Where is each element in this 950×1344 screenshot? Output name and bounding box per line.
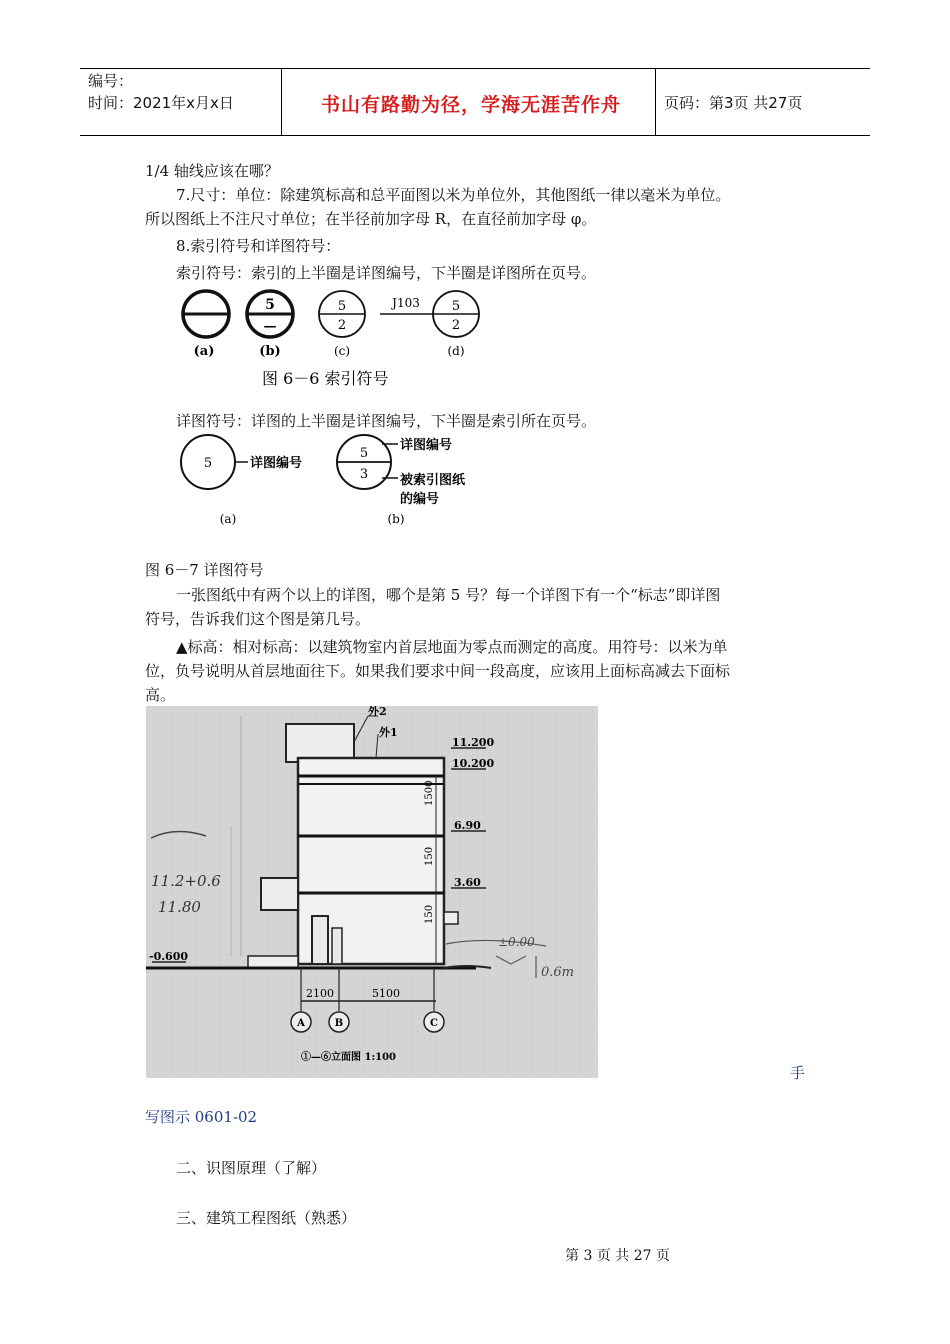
detail-b-note1: 详图编号 — [400, 438, 453, 453]
elev-hand-4: 0.6m — [541, 965, 575, 980]
para-size-2: 所以图纸上不注尺寸单位；在半径前加字母 R，在直径前加字母 φ。 — [145, 210, 597, 228]
elev-axis-a: A — [297, 1018, 305, 1029]
figure-6-6-index-symbols — [170, 282, 490, 392]
label-a: (a) — [193, 344, 215, 359]
section-heading-2: 二、识图原理（了解） — [176, 1159, 327, 1177]
elev-level-360: 3.60 — [454, 876, 481, 889]
elevation-drawing — [146, 706, 598, 1078]
elev-dim-150b: 150 — [424, 904, 435, 924]
elev-hand-2: 11.80 — [158, 898, 201, 916]
elev-level-690: 6.90 — [454, 819, 481, 832]
para-index-symbol: 索引符号：索引的上半圈是详图编号，下半圈是详图所在页号。 — [176, 264, 597, 282]
elev-axis-c: C — [430, 1018, 438, 1029]
label-d: (d) — [447, 344, 465, 358]
detail-b-note2: 被索引图纸 — [400, 473, 466, 488]
para-elevation-3: 高。 — [145, 686, 176, 704]
index-d-ref: J103 — [392, 296, 420, 310]
caption-hand-2: 写图示 0601-02 — [145, 1108, 258, 1126]
index-c-top: 5 — [337, 299, 347, 314]
elev-dim-150a: 150 — [424, 846, 435, 866]
elev-dim-2100: 2100 — [306, 987, 334, 1000]
elev-level-neg0600: -0.600 — [149, 950, 189, 963]
header-motto: 书山有路勤为径，学海无涯苦作舟 — [320, 94, 621, 116]
index-symbol-b — [247, 291, 293, 337]
elev-level-10200: 10.200 — [452, 757, 495, 770]
para-detail-explain-2: 符号，告诉我们这个图是第几号。 — [145, 610, 371, 628]
detail-b-note3: 的编号 — [400, 492, 440, 507]
para-axis: 1/4 轴线应该在哪？ — [145, 162, 279, 180]
elev-title: ①—⑥立面图 1:100 — [301, 1052, 397, 1063]
header-bottom-rule — [80, 135, 870, 136]
header-time: 时间：2021年x月x日 — [88, 94, 234, 112]
header-meta — [88, 70, 234, 114]
figure-6-6-caption: 图 6－6 索引符号 — [262, 369, 389, 388]
header-divider-left — [281, 68, 282, 136]
detail-symbol-b — [337, 435, 466, 507]
para-size-1: 7.尺寸：单位：除建筑标高和总平面图以米为单位外，其他图纸一律以毫米为单位。 — [176, 186, 731, 204]
footer-page-number: 第 3 页 共 27 页 — [565, 1248, 670, 1264]
elev-axis-b: B — [334, 1018, 344, 1029]
caption-hand-1: 手 — [790, 1064, 806, 1082]
para-detail-symbol: 详图符号：详图的上半圈是详图编号，下半圈是索引所在页号。 — [176, 412, 597, 430]
elev-label-ext1: 外1 — [379, 726, 398, 739]
index-b-top: 5 — [265, 297, 275, 313]
elev-level-11200: 11.200 — [452, 736, 495, 749]
para-detail-explain-1: 一张图纸中有两个以上的详图，哪个是第 5 号？每一个详图下有一个“标志”即详图 — [176, 586, 721, 604]
para-elevation-1: ▲标高：相对标高：以建筑物室内首层地面为零点而测定的高度。用符号：以米为单 — [176, 638, 728, 656]
detail-a-note: 详图编号 — [250, 456, 303, 471]
elev-label-ext2: 外2 — [368, 706, 387, 718]
elev-hand-3: ±0.00 — [498, 935, 535, 949]
header-page: 页码：第3页 共27页 — [664, 94, 803, 112]
index-symbol-c — [319, 291, 365, 337]
header-number: 编号： — [88, 72, 134, 90]
detail-symbol-a — [181, 435, 302, 489]
detail-label-a: (a) — [219, 512, 237, 526]
elev-dim-5100: 5100 — [372, 987, 400, 1000]
figure-6-7-caption: 图 6－7 详图符号 — [145, 561, 264, 579]
para-elevation-2: 位，负号说明从首层地面往下。如果我们要求中间一段高度，应该用上面标高减去下面标 — [145, 662, 731, 680]
section-heading-3: 三、建筑工程图纸（熟悉） — [176, 1209, 357, 1227]
detail-label-b: (b) — [387, 512, 405, 526]
index-symbol-a — [183, 291, 229, 337]
index-symbol-d — [380, 291, 479, 337]
index-c-bottom: 2 — [337, 318, 347, 333]
elev-dim-1500: 1500 — [424, 780, 435, 806]
index-b-bottom: — — [263, 319, 277, 334]
header-top-rule — [80, 68, 870, 69]
detail-b-top: 5 — [359, 446, 369, 461]
detail-a-num: 5 — [203, 456, 213, 471]
para-index-heading: 8.索引符号和详图符号： — [176, 237, 341, 255]
label-b: (b) — [259, 344, 281, 359]
elev-hand-1: 11.2+0.6 — [151, 872, 221, 890]
label-c: (c) — [333, 344, 351, 358]
figure-6-7-detail-symbols — [170, 430, 490, 530]
detail-b-bottom: 3 — [359, 467, 369, 482]
index-d-bottom: 2 — [451, 318, 461, 333]
index-d-top: 5 — [451, 299, 461, 314]
